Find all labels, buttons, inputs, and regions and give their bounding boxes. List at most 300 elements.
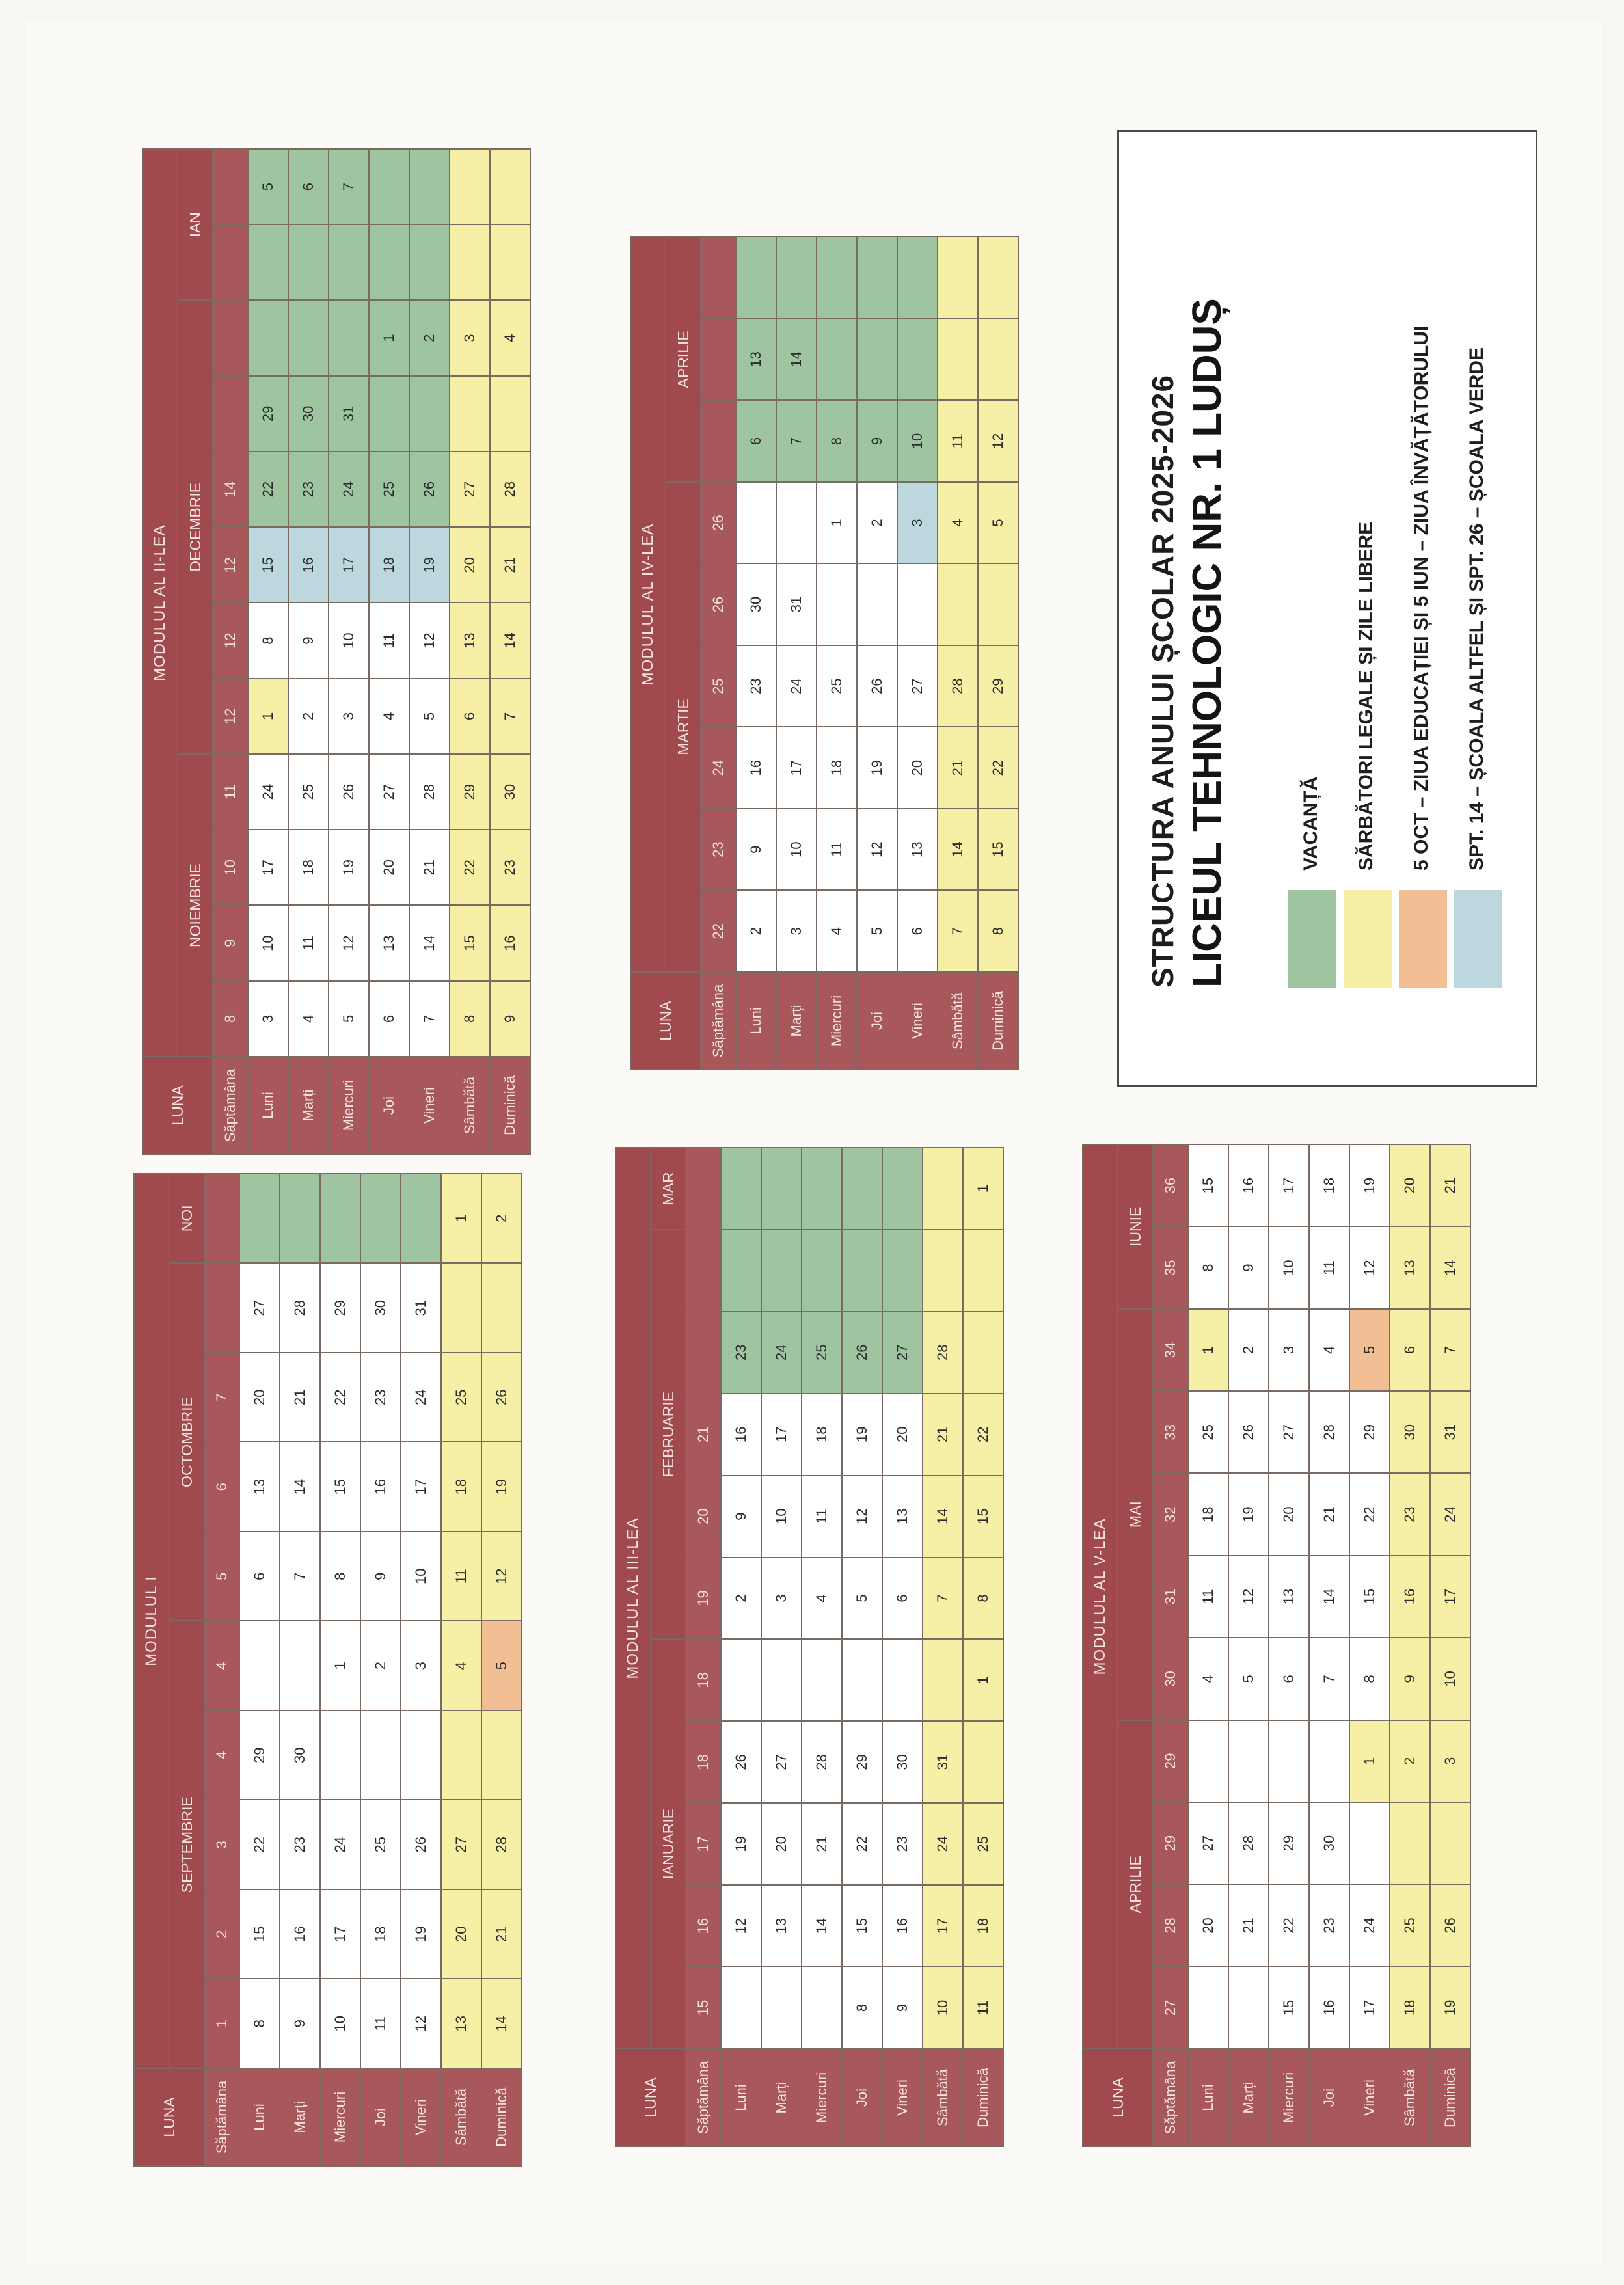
date-cell: 22 [842, 1803, 882, 1885]
date-cell [280, 1621, 320, 1711]
day-label: Luni [239, 2068, 280, 2166]
day-label: Duminică [1430, 2049, 1470, 2146]
date-cell: 17 [248, 830, 288, 905]
date-cell: 16 [280, 1889, 320, 1979]
date-cell [1188, 1967, 1228, 2049]
week-number: 27 [1153, 1967, 1188, 2049]
date-cell: 27 [441, 1800, 481, 1890]
date-cell: 2 [409, 301, 450, 376]
date-cell: 14 [1430, 1226, 1470, 1308]
date-cell: 30 [280, 1710, 320, 1800]
day-row [280, 1174, 320, 2166]
date-cell [320, 1710, 360, 1800]
day-label: Miercuri [802, 2049, 842, 2146]
date-cell: 18 [1390, 1967, 1430, 2049]
date-cell: 3 [1269, 1309, 1309, 1391]
date-cell: 4 [490, 301, 530, 376]
date-cell: 28 [481, 1800, 522, 1890]
calendar-table [142, 148, 531, 1155]
date-cell: 21 [280, 1353, 320, 1442]
date-cell: 13 [450, 603, 490, 679]
date-cell: 20 [897, 727, 938, 809]
date-cell [761, 1148, 802, 1230]
date-cell: 17 [1430, 1556, 1470, 1638]
week-number: 17 [686, 1803, 721, 1885]
date-cell [1390, 1802, 1430, 1884]
week-number: 36 [1153, 1144, 1188, 1226]
date-cell: 6 [1269, 1638, 1309, 1720]
date-cell: 27 [1188, 1802, 1228, 1884]
date-cell: 28 [280, 1264, 320, 1353]
date-cell: 19 [481, 1442, 522, 1532]
date-cell: 23 [721, 1312, 761, 1394]
date-cell [441, 1710, 481, 1800]
date-cell: 29 [1349, 1391, 1390, 1473]
date-cell: 27 [1269, 1391, 1309, 1473]
date-cell: 17 [320, 1889, 360, 1979]
date-cell [978, 319, 1018, 401]
date-cell [329, 224, 369, 300]
date-cell: 15 [1269, 1967, 1309, 2049]
luna-header: LUNA [142, 1057, 213, 1154]
date-cell: 9 [280, 1979, 320, 2069]
date-cell: 16 [360, 1442, 401, 1532]
date-cell: 19 [329, 830, 369, 905]
date-cell: 23 [280, 1800, 320, 1890]
week-number: 30 [1153, 1638, 1188, 1720]
legend-label-scoala-altfel: SPT. 14 – ȘCOALA ALTFEL ȘI SPT. 26 – ȘCOALA VERDE [1466, 347, 1487, 871]
date-cell [369, 376, 409, 452]
date-cell [857, 237, 897, 319]
date-cell: 14 [923, 1476, 963, 1558]
date-cell [857, 319, 897, 401]
date-cell [802, 1639, 842, 1721]
date-cell: 11 [938, 400, 978, 482]
date-cell: 23 [1309, 1884, 1349, 1966]
date-cell [1349, 1802, 1390, 1884]
date-cell: 31 [923, 1721, 963, 1803]
date-cell [802, 1230, 842, 1312]
date-cell: 23 [490, 830, 530, 905]
date-cell: 24 [923, 1803, 963, 1885]
date-cell: 23 [882, 1803, 923, 1885]
date-cell: 26 [1228, 1391, 1269, 1473]
date-cell [963, 1721, 1003, 1803]
date-cell: 26 [329, 754, 369, 830]
date-cell: 4 [288, 981, 329, 1057]
module-title: MODULUL AL II-LEA [142, 149, 178, 1057]
date-cell: 16 [736, 727, 776, 809]
date-cell: 9 [360, 1532, 401, 1621]
date-cell: 16 [1228, 1144, 1269, 1226]
date-cell: 12 [978, 400, 1018, 482]
date-cell: 1 [320, 1621, 360, 1711]
date-cell [882, 1230, 923, 1312]
date-cell: 14 [1309, 1556, 1349, 1638]
date-cell [369, 149, 409, 224]
date-cell: 30 [882, 1721, 923, 1803]
module-title: MODULUL AL IV-LEA [630, 237, 666, 972]
date-cell: 8 [450, 981, 490, 1057]
date-cell: 16 [882, 1885, 923, 1967]
date-cell: 18 [817, 727, 857, 809]
date-cell [923, 1230, 963, 1312]
day-label: Joi [842, 2049, 882, 2146]
month-header: OCTOMBRIE [169, 1264, 204, 1621]
date-cell: 22 [248, 452, 288, 527]
date-cell: 10 [401, 1532, 441, 1621]
date-cell: 12 [857, 809, 897, 891]
date-cell: 4 [802, 1558, 842, 1640]
date-cell: 24 [1430, 1473, 1470, 1555]
date-cell [450, 149, 490, 224]
day-label: Joi [369, 1057, 409, 1154]
calendar-table [1082, 1144, 1471, 2147]
date-cell: 27 [239, 1264, 280, 1353]
date-cell: 12 [329, 906, 369, 981]
date-cell: 9 [736, 809, 776, 891]
date-cell: 26 [1430, 1884, 1470, 1966]
date-cell: 15 [1188, 1144, 1228, 1226]
date-cell [360, 1174, 401, 1264]
date-cell [288, 301, 329, 376]
date-cell: 25 [369, 452, 409, 527]
date-cell: 31 [1430, 1391, 1470, 1473]
date-cell: 28 [409, 754, 450, 830]
date-cell: 2 [360, 1621, 401, 1711]
date-cell: 22 [1349, 1473, 1390, 1555]
day-row [857, 237, 897, 1070]
week-number: 1 [204, 1979, 239, 2069]
week-number: 15 [686, 1967, 721, 2049]
date-cell [978, 563, 1018, 645]
day-row [490, 149, 530, 1154]
date-cell: 10 [761, 1476, 802, 1558]
date-cell: 8 [248, 603, 288, 679]
legend-content [1119, 132, 1536, 1085]
week-number: 32 [1153, 1473, 1188, 1555]
date-cell [490, 149, 530, 224]
date-cell [401, 1174, 441, 1264]
date-cell: 30 [360, 1264, 401, 1353]
legend-label-vacanta: VACANȚĂ [1300, 776, 1321, 871]
legend-item-ziua-educatiei [1399, 174, 1447, 988]
week-number: 29 [1153, 1802, 1188, 1884]
date-cell [842, 1639, 882, 1721]
date-cell: 13 [441, 1979, 481, 2069]
date-cell: 27 [761, 1721, 802, 1803]
month-header: IAN [178, 149, 213, 301]
date-cell [1309, 1720, 1349, 1802]
date-cell: 14 [938, 809, 978, 891]
date-cell: 8 [978, 890, 1018, 972]
date-cell: 2 [1390, 1720, 1430, 1802]
day-row [248, 149, 288, 1154]
date-cell: 24 [320, 1800, 360, 1890]
week-number [701, 237, 736, 319]
date-cell: 8 [1349, 1638, 1390, 1720]
date-cell: 21 [1430, 1144, 1470, 1226]
date-cell [761, 1230, 802, 1312]
date-cell: 19 [857, 727, 897, 809]
date-cell: 8 [817, 400, 857, 482]
date-cell: 11 [288, 906, 329, 981]
date-cell: 11 [360, 1979, 401, 2069]
calendar-table [615, 1147, 1004, 2147]
date-cell: 9 [882, 1967, 923, 2049]
date-cell: 13 [1269, 1556, 1309, 1638]
date-cell: 25 [817, 645, 857, 727]
day-row [288, 149, 329, 1154]
date-cell: 3 [776, 890, 817, 972]
date-cell: 6 [369, 981, 409, 1057]
week-number: 28 [1153, 1884, 1188, 1966]
date-cell: 6 [736, 400, 776, 482]
date-cell: 20 [761, 1803, 802, 1885]
date-cell: 15 [320, 1442, 360, 1532]
date-cell [923, 1148, 963, 1230]
date-cell: 8 [1188, 1226, 1228, 1308]
date-cell: 9 [288, 603, 329, 679]
date-cell [1269, 1720, 1309, 1802]
week-number: 18 [686, 1639, 721, 1721]
date-cell: 25 [360, 1800, 401, 1890]
date-cell: 15 [248, 527, 288, 602]
date-cell: 18 [441, 1442, 481, 1532]
date-cell: 24 [248, 754, 288, 830]
week-number: 7 [204, 1353, 239, 1442]
date-cell [1430, 1802, 1470, 1884]
date-cell [857, 563, 897, 645]
month-header: DECEMBRIE [178, 301, 213, 755]
date-cell: 20 [1269, 1473, 1309, 1555]
date-cell: 22 [320, 1353, 360, 1442]
date-cell: 7 [938, 890, 978, 972]
week-number: 11 [213, 754, 248, 830]
legend-swatch-vacanta [1288, 890, 1336, 988]
date-cell: 21 [923, 1394, 963, 1476]
date-cell: 24 [761, 1312, 802, 1394]
day-row [897, 237, 938, 1070]
date-cell: 16 [721, 1394, 761, 1476]
legend-swatch-scoala-altfel [1454, 890, 1502, 988]
day-label: Vineri [882, 2049, 923, 2146]
module-1-table [133, 1173, 522, 2167]
date-cell: 25 [441, 1353, 481, 1442]
date-cell: 3 [761, 1558, 802, 1640]
week-number [204, 1174, 239, 1264]
date-cell: 12 [1349, 1226, 1390, 1308]
date-cell: 29 [239, 1710, 280, 1800]
date-cell [280, 1174, 320, 1264]
date-cell: 5 [1349, 1309, 1390, 1391]
date-cell: 15 [1349, 1556, 1390, 1638]
date-cell: 11 [1309, 1226, 1349, 1308]
day-label: Vineri [1349, 2049, 1390, 2146]
legend-item-scoala-altfel [1454, 174, 1502, 988]
date-cell: 12 [481, 1532, 522, 1621]
date-cell: 18 [1188, 1473, 1228, 1555]
week-number [213, 224, 248, 300]
week-number: 3 [204, 1800, 239, 1890]
date-cell: 23 [288, 452, 329, 527]
date-cell [721, 1148, 761, 1230]
date-cell: 17 [1269, 1144, 1309, 1226]
week-number: 4 [204, 1621, 239, 1711]
date-cell: 26 [721, 1721, 761, 1803]
date-cell: 18 [1309, 1144, 1349, 1226]
date-cell: 9 [1390, 1638, 1430, 1720]
legend-label-ziua-educatiei: 5 OCT – ZIUA EDUCAȚIEI ȘI 5 IUN – ZIUA ÎNVĂȚĂTORULUI [1411, 325, 1432, 871]
module-title: MODULUL I [134, 1174, 169, 2068]
day-label: Joi [360, 2068, 401, 2166]
date-cell: 5 [409, 679, 450, 754]
day-row [842, 1148, 882, 2146]
date-cell [882, 1148, 923, 1230]
day-label: Marți [280, 2068, 320, 2166]
date-cell: 4 [369, 679, 409, 754]
day-label: Sâmbătă [938, 972, 978, 1070]
date-cell [450, 224, 490, 300]
week-number [701, 319, 736, 401]
calendar-table [133, 1173, 522, 2167]
week-number [686, 1230, 721, 1312]
date-cell: 27 [882, 1312, 923, 1394]
day-label: Luni [721, 2049, 761, 2146]
legend-swatch-sarbatori [1344, 890, 1392, 988]
month-header: APRILIE [1118, 1720, 1153, 2049]
day-label: Miercuri [329, 1057, 369, 1154]
date-cell: 23 [1390, 1473, 1430, 1555]
date-cell: 8 [842, 1967, 882, 2049]
date-cell: 26 [842, 1312, 882, 1394]
day-row [401, 1174, 441, 2166]
date-cell: 6 [288, 149, 329, 224]
date-cell: 11 [802, 1476, 842, 1558]
day-row [978, 237, 1018, 1070]
date-cell: 10 [776, 809, 817, 891]
date-cell: 11 [369, 603, 409, 679]
date-cell: 21 [409, 830, 450, 905]
date-cell: 30 [736, 563, 776, 645]
date-cell: 3 [450, 301, 490, 376]
date-cell: 20 [1390, 1144, 1430, 1226]
date-cell [239, 1174, 280, 1264]
date-cell: 3 [248, 981, 288, 1057]
week-number: 9 [213, 906, 248, 981]
date-cell: 20 [882, 1394, 923, 1476]
day-row [1430, 1144, 1470, 2146]
date-cell: 21 [938, 727, 978, 809]
luna-header: LUNA [1083, 2049, 1153, 2146]
week-number [701, 400, 736, 482]
day-row [369, 149, 409, 1154]
day-row [441, 1174, 481, 2166]
date-cell [481, 1264, 522, 1353]
day-row [923, 1148, 963, 2146]
date-cell: 25 [802, 1312, 842, 1394]
date-cell: 9 [721, 1476, 761, 1558]
date-cell: 2 [857, 482, 897, 564]
month-header: FEBRUARIE [651, 1230, 686, 1640]
date-cell: 17 [776, 727, 817, 809]
date-cell: 10 [248, 906, 288, 981]
month-header: IANUARIE [651, 1639, 686, 2049]
date-cell: 6 [450, 679, 490, 754]
week-number: 25 [701, 645, 736, 727]
date-cell: 30 [1309, 1802, 1349, 1884]
day-row [239, 1174, 280, 2166]
date-cell [329, 301, 369, 376]
legend-box [1117, 130, 1537, 1087]
date-cell: 25 [963, 1803, 1003, 1885]
date-cell: 3 [897, 482, 938, 564]
module-3-table [615, 1147, 1004, 2147]
date-cell [1228, 1720, 1269, 1802]
date-cell [897, 319, 938, 401]
date-cell: 20 [441, 1889, 481, 1979]
date-cell: 30 [490, 754, 530, 830]
date-cell: 8 [963, 1558, 1003, 1640]
week-number: 34 [1153, 1309, 1188, 1391]
date-cell: 5 [842, 1558, 882, 1640]
day-row [1269, 1144, 1309, 2146]
date-cell: 1 [1188, 1309, 1228, 1391]
date-cell: 11 [817, 809, 857, 891]
date-cell: 22 [978, 727, 1018, 809]
date-cell: 9 [490, 981, 530, 1057]
module-4-table [630, 236, 1019, 1070]
day-label: Sâmbătă [1390, 2049, 1430, 2146]
date-cell [802, 1148, 842, 1230]
date-cell: 3 [1430, 1720, 1470, 1802]
date-cell [721, 1230, 761, 1312]
module-title: MODULUL AL V-LEA [1083, 1144, 1118, 2049]
date-cell: 15 [978, 809, 1018, 891]
day-label: Marți [288, 1057, 329, 1154]
date-cell [360, 1710, 401, 1800]
date-cell [897, 237, 938, 319]
date-cell: 21 [1228, 1884, 1269, 1966]
date-cell: 12 [842, 1476, 882, 1558]
legend-swatch-ziua-educatiei [1399, 890, 1447, 988]
day-label: Joi [857, 972, 897, 1070]
date-cell: 24 [329, 452, 369, 527]
date-cell: 4 [817, 890, 857, 972]
date-cell: 11 [963, 1967, 1003, 2049]
date-cell: 15 [842, 1885, 882, 1967]
date-cell [776, 482, 817, 564]
date-cell [450, 376, 490, 452]
date-cell: 1 [963, 1148, 1003, 1230]
week-label: Săptămâna [1153, 2049, 1188, 2146]
day-label: Marți [776, 972, 817, 1070]
date-cell: 26 [409, 452, 450, 527]
date-cell: 12 [721, 1885, 761, 1967]
week-number: 21 [686, 1394, 721, 1476]
legend-item-sarbatori [1344, 174, 1392, 988]
date-cell: 7 [1430, 1309, 1470, 1391]
date-cell: 4 [441, 1621, 481, 1711]
date-cell: 19 [409, 527, 450, 602]
date-cell: 22 [1269, 1884, 1309, 1966]
date-cell: 6 [882, 1558, 923, 1640]
date-cell: 17 [761, 1394, 802, 1476]
date-cell: 3 [329, 679, 369, 754]
day-label: Vineri [401, 2068, 441, 2166]
day-label: Joi [1309, 2049, 1349, 2146]
date-cell [1188, 1720, 1228, 1802]
